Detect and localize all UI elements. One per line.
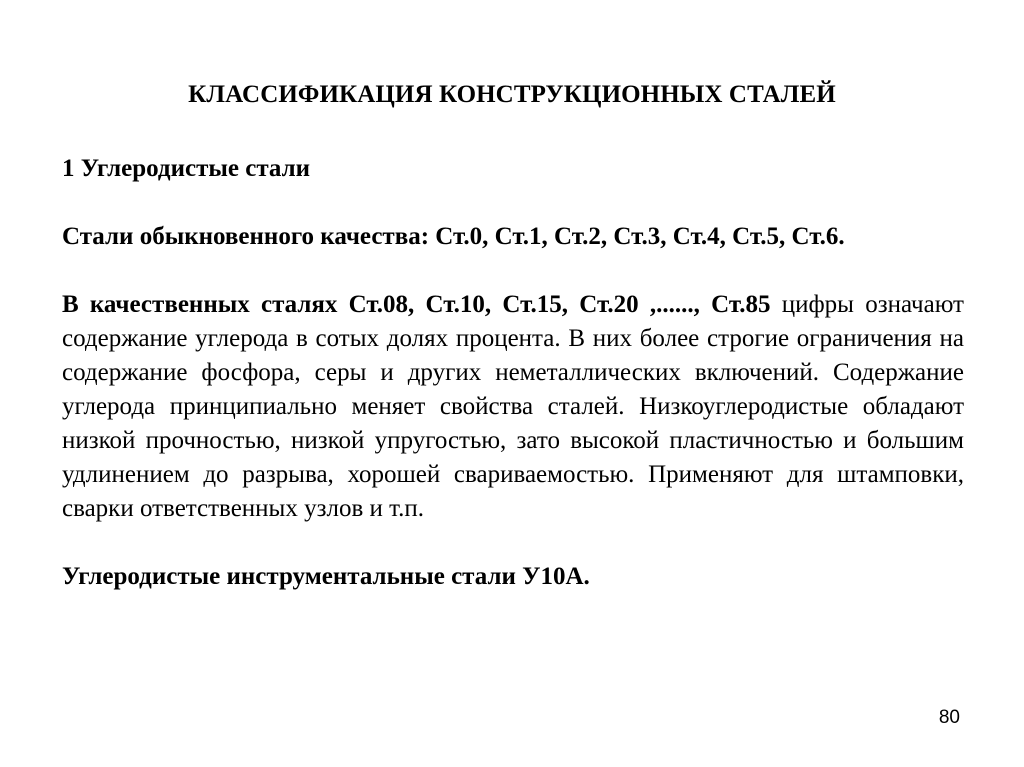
slide-title: КЛАССИФИКАЦИЯ КОНСТРУКЦИОННЫХ СТАЛЕЙ (188, 81, 836, 108)
page-number: 80 (938, 707, 960, 728)
spacer (62, 526, 964, 560)
quality-steels-paragraph (62, 288, 964, 526)
spacer (62, 254, 964, 288)
quality-steels-grades: В качественных сталях Ст.08, Ст.10, Ст.15, Ст.20 ,......, Ст.85 (62, 291, 771, 318)
spacer (62, 186, 964, 220)
ordinary-quality-steels: Стали обыкновенного качества: Ст.0, Ст.1, Ст.2, Ст.3, Ст.4, Ст.5, Ст.6. (62, 223, 845, 250)
quality-steels-description: цифры означают содержание углерода в сотых долях процента. В них более строгие ограничения на содержание фосфора, серы и других неметаллических включений. Содержание углерода принципиально меняет свойства сталей. Низкоуглеродистые обладают низкой прочностью, низкой упругостью, зато высокой пластичностью и большим удлинением до разрыва, хорошей свариваемостью. Применяют для штамповки, сварки ответственных узлов и т.п. (62, 291, 964, 522)
section-heading: 1 Углеродистые стали (62, 155, 311, 182)
slide-content (62, 152, 964, 594)
tool-steels: Углеродистые инструментальные стали У10А. (62, 563, 590, 590)
